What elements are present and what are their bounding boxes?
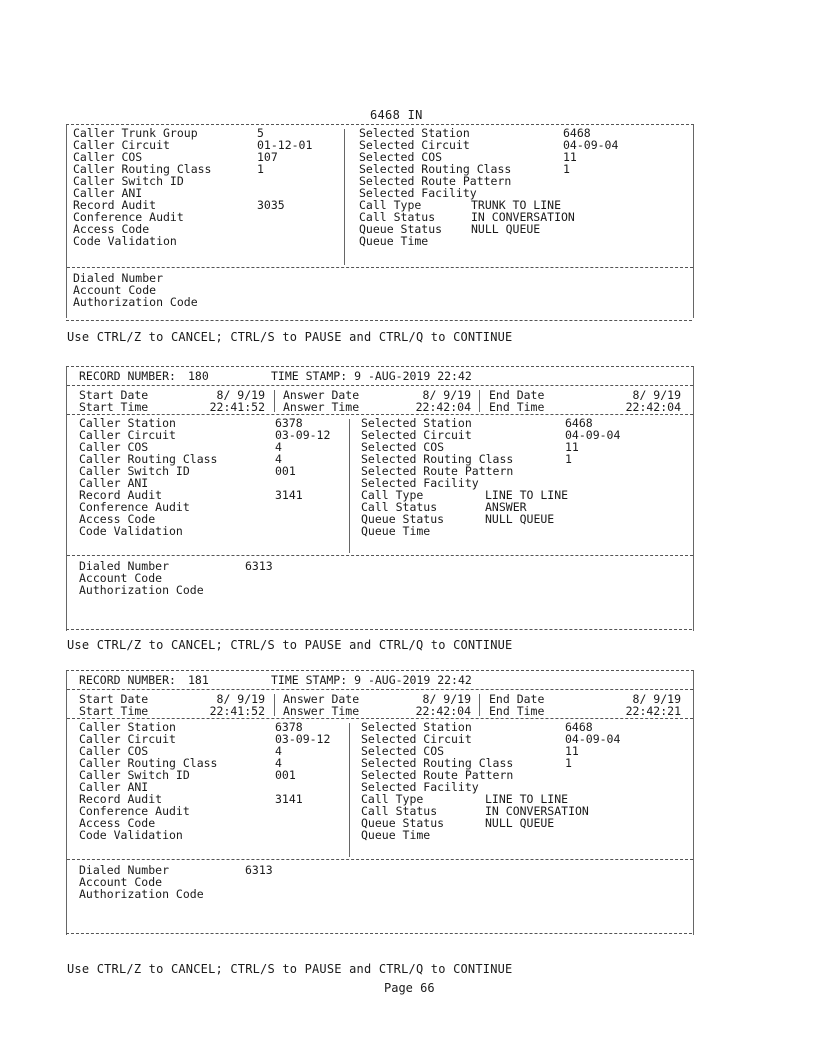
call-status-label: Call Status <box>359 210 436 224</box>
caller-ani-label: Caller ANI <box>73 186 143 200</box>
authorization-code-label: Authorization Code <box>73 295 198 309</box>
queue-status-label: Queue Status <box>359 222 443 236</box>
selected-circuit-label: Selected Circuit <box>361 732 472 746</box>
dialed-number-label: Dialed Number <box>79 863 170 877</box>
selected-cos-value: 11 <box>565 744 579 758</box>
call-record-partial <box>66 124 694 318</box>
dialed-section <box>67 556 693 596</box>
selected-cos-label: Selected COS <box>361 744 445 758</box>
code-validation-label: Code Validation <box>73 234 177 248</box>
record-number-value: 181 <box>188 673 209 687</box>
call-record-180 <box>66 366 694 631</box>
time-stamp-value: 9 -AUG-2019 22:42 <box>354 673 472 687</box>
account-code-label: Account Code <box>73 283 157 297</box>
caller-circuit-value: 01-12-01 <box>257 138 313 152</box>
start-time-value: 22:41:52 <box>209 400 265 414</box>
end-date-label: End Date <box>489 692 545 706</box>
caller-trunk-group-label: Caller Trunk Group <box>73 126 198 140</box>
selected-cos-label: Selected COS <box>361 440 445 454</box>
conference-audit-label: Conference Audit <box>79 804 190 818</box>
selected-facility-label: Selected Facility <box>361 476 479 490</box>
authorization-code-label: Authorization Code <box>79 887 204 901</box>
call-status-label: Call Status <box>361 804 438 818</box>
record-number-label: RECORD NUMBER: <box>79 369 176 383</box>
selected-routing-class-value: 1 <box>565 452 572 466</box>
end-date-value: 8/ 9/19 <box>632 692 681 706</box>
caller-cos-value: 107 <box>257 150 278 164</box>
selected-routing-class-value: 1 <box>563 162 570 176</box>
date-section <box>67 386 693 414</box>
dialed-number-value: 6313 <box>245 559 273 573</box>
selected-routing-class-label: Selected Routing Class <box>359 162 512 176</box>
queue-status-label: Queue Status <box>361 512 445 526</box>
selected-routing-class-label: Selected Routing Class <box>361 756 514 770</box>
start-time-label: Start Time <box>79 704 149 718</box>
conference-audit-label: Conference Audit <box>79 500 190 514</box>
selected-facility-label: Selected Facility <box>359 186 477 200</box>
selected-routing-class-value: 1 <box>565 756 572 770</box>
date-section <box>67 690 693 718</box>
caller-ani-label: Caller ANI <box>79 476 149 490</box>
selected-cos-label: Selected COS <box>359 150 443 164</box>
call-type-value: LINE TO LINE <box>485 488 569 502</box>
caller-switch-id-label: Caller Switch ID <box>73 174 184 188</box>
queue-status-value: NULL QUEUE <box>485 816 555 830</box>
time-stamp-label: TIME STAMP: <box>271 369 348 383</box>
queue-status-label: Queue Status <box>361 816 445 830</box>
call-type-value: LINE TO LINE <box>485 792 569 806</box>
start-date-value: 8/ 9/19 <box>216 388 265 402</box>
caller-switch-id-value: 001 <box>275 464 296 478</box>
selected-station-value: 6468 <box>565 720 593 734</box>
call-type-value: TRUNK TO LINE <box>471 198 562 212</box>
column-divider <box>349 723 350 857</box>
control-prompt: Use CTRL/Z to CANCEL; CTRL/S to PAUSE and CTRL/Q to CONTINUE <box>67 638 513 652</box>
answer-time-value: 22:42:04 <box>415 704 471 718</box>
selected-station-value: 6468 <box>563 126 591 140</box>
end-time-value: 22:42:21 <box>625 704 681 718</box>
dialed-number-value: 6313 <box>245 863 273 877</box>
end-date-label: End Date <box>489 388 545 402</box>
record-audit-label: Record Audit <box>79 792 163 806</box>
selected-facility-label: Selected Facility <box>361 780 479 794</box>
call-status-value: IN CONVERSATION <box>485 804 589 818</box>
answer-time-label: Answer Time <box>283 400 360 414</box>
caller-station-value: 6378 <box>275 416 303 430</box>
selected-route-pattern-label: Selected Route Pattern <box>361 464 514 478</box>
end-time-label: End Time <box>489 704 545 718</box>
caller-cos-label: Caller COS <box>79 440 149 454</box>
conference-audit-label: Conference Audit <box>73 210 184 224</box>
call-status-label: Call Status <box>361 500 438 514</box>
end-date-value: 8/ 9/19 <box>632 388 681 402</box>
caller-routing-class-label: Caller Routing Class <box>73 162 212 176</box>
caller-routing-class-label: Caller Routing Class <box>79 452 218 466</box>
code-validation-label: Code Validation <box>79 524 183 538</box>
record-number-label: RECORD NUMBER: <box>79 673 176 687</box>
selected-circuit-label: Selected Circuit <box>359 138 470 152</box>
caller-trunk-group-value: 5 <box>257 126 264 140</box>
caller-cos-value: 4 <box>275 744 282 758</box>
queue-time-label: Queue Time <box>361 828 431 842</box>
code-validation-label: Code Validation <box>79 828 183 842</box>
caller-switch-id-label: Caller Switch ID <box>79 768 190 782</box>
record-audit-value: 3141 <box>275 792 303 806</box>
caller-column <box>79 721 349 841</box>
caller-switch-id-label: Caller Switch ID <box>79 464 190 478</box>
authorization-code-label: Authorization Code <box>79 583 204 597</box>
selected-column <box>361 417 687 537</box>
answer-time-label: Answer Time <box>283 704 360 718</box>
end-time-value: 22:42:04 <box>625 400 681 414</box>
caller-cos-value: 4 <box>275 440 282 454</box>
start-date-value: 8/ 9/19 <box>216 692 265 706</box>
record-audit-label: Record Audit <box>79 488 163 502</box>
record-audit-label: Record Audit <box>73 198 157 212</box>
record-audit-value: 3035 <box>257 198 285 212</box>
selected-station-label: Selected Station <box>361 416 472 430</box>
caller-ani-label: Caller ANI <box>79 780 149 794</box>
caller-circuit-label: Caller Circuit <box>79 732 176 746</box>
selected-circuit-value: 04-09-04 <box>563 138 619 152</box>
account-code-label: Account Code <box>79 875 163 889</box>
call-type-label: Call Type <box>361 488 424 502</box>
control-prompt: Use CTRL/Z to CANCEL; CTRL/S to PAUSE and CTRL/Q to CONTINUE <box>67 962 513 976</box>
caller-station-label: Caller Station <box>79 416 176 430</box>
selected-routing-class-label: Selected Routing Class <box>361 452 514 466</box>
caller-circuit-label: Caller Circuit <box>79 428 176 442</box>
start-time-label: Start Time <box>79 400 149 414</box>
selected-station-label: Selected Station <box>359 126 470 140</box>
caller-station-label: Caller Station <box>79 720 176 734</box>
selected-column <box>361 721 687 841</box>
selected-circuit-value: 04-09-04 <box>565 732 621 746</box>
selected-station-label: Selected Station <box>361 720 472 734</box>
selected-cos-value: 11 <box>565 440 579 454</box>
selected-column <box>359 127 689 247</box>
call-type-label: Call Type <box>359 198 422 212</box>
record-header <box>67 671 693 689</box>
call-status-value: ANSWER <box>485 500 527 514</box>
dialed-number-label: Dialed Number <box>73 271 164 285</box>
time-stamp-label: TIME STAMP: <box>271 673 348 687</box>
selected-station-value: 6468 <box>565 416 593 430</box>
selected-circuit-label: Selected Circuit <box>361 428 472 442</box>
caller-routing-class-value: 1 <box>257 162 264 176</box>
queue-time-label: Queue Time <box>359 234 429 248</box>
caller-routing-class-value: 4 <box>275 452 282 466</box>
caller-cos-label: Caller COS <box>73 150 143 164</box>
dialed-section <box>67 860 693 900</box>
end-time-label: End Time <box>489 400 545 414</box>
time-stamp-value: 9 -AUG-2019 22:42 <box>354 369 472 383</box>
caller-column <box>73 127 353 247</box>
record-number-value: 180 <box>188 369 209 383</box>
caller-station-value: 6378 <box>275 720 303 734</box>
start-date-label: Start Date <box>79 692 149 706</box>
caller-cos-label: Caller COS <box>79 744 149 758</box>
answer-date-value: 8/ 9/19 <box>422 388 471 402</box>
access-code-label: Access Code <box>73 222 150 236</box>
selected-route-pattern-label: Selected Route Pattern <box>361 768 514 782</box>
dialed-section <box>67 268 693 308</box>
answer-date-label: Answer Date <box>283 388 360 402</box>
column-divider <box>344 129 345 265</box>
call-status-value: IN CONVERSATION <box>471 210 575 224</box>
record-audit-value: 3141 <box>275 488 303 502</box>
access-code-label: Access Code <box>79 512 156 526</box>
start-date-label: Start Date <box>79 388 149 402</box>
column-divider <box>349 419 350 553</box>
selected-circuit-value: 04-09-04 <box>565 428 621 442</box>
caller-circuit-value: 03-09-12 <box>275 428 331 442</box>
caller-circuit-label: Caller Circuit <box>73 138 170 152</box>
page-header: 6468 IN <box>370 108 423 122</box>
selected-route-pattern-label: Selected Route Pattern <box>359 174 512 188</box>
control-prompt: Use CTRL/Z to CANCEL; CTRL/S to PAUSE and CTRL/Q to CONTINUE <box>67 330 513 344</box>
queue-time-label: Queue Time <box>361 524 431 538</box>
start-time-value: 22:41:52 <box>209 704 265 718</box>
queue-status-value: NULL QUEUE <box>471 222 541 236</box>
caller-column <box>79 417 349 537</box>
queue-status-value: NULL QUEUE <box>485 512 555 526</box>
account-code-label: Account Code <box>79 571 163 585</box>
record-header <box>67 367 693 385</box>
caller-routing-class-label: Caller Routing Class <box>79 756 218 770</box>
caller-circuit-value: 03-09-12 <box>275 732 331 746</box>
access-code-label: Access Code <box>79 816 156 830</box>
answer-time-value: 22:42:04 <box>415 400 471 414</box>
page-number: Page 66 <box>384 981 435 995</box>
call-type-label: Call Type <box>361 792 424 806</box>
call-record-181 <box>66 670 694 935</box>
answer-date-label: Answer Date <box>283 692 360 706</box>
caller-switch-id-value: 001 <box>275 768 296 782</box>
answer-date-value: 8/ 9/19 <box>422 692 471 706</box>
selected-cos-value: 11 <box>563 150 577 164</box>
caller-routing-class-value: 4 <box>275 756 282 770</box>
dialed-number-label: Dialed Number <box>79 559 170 573</box>
